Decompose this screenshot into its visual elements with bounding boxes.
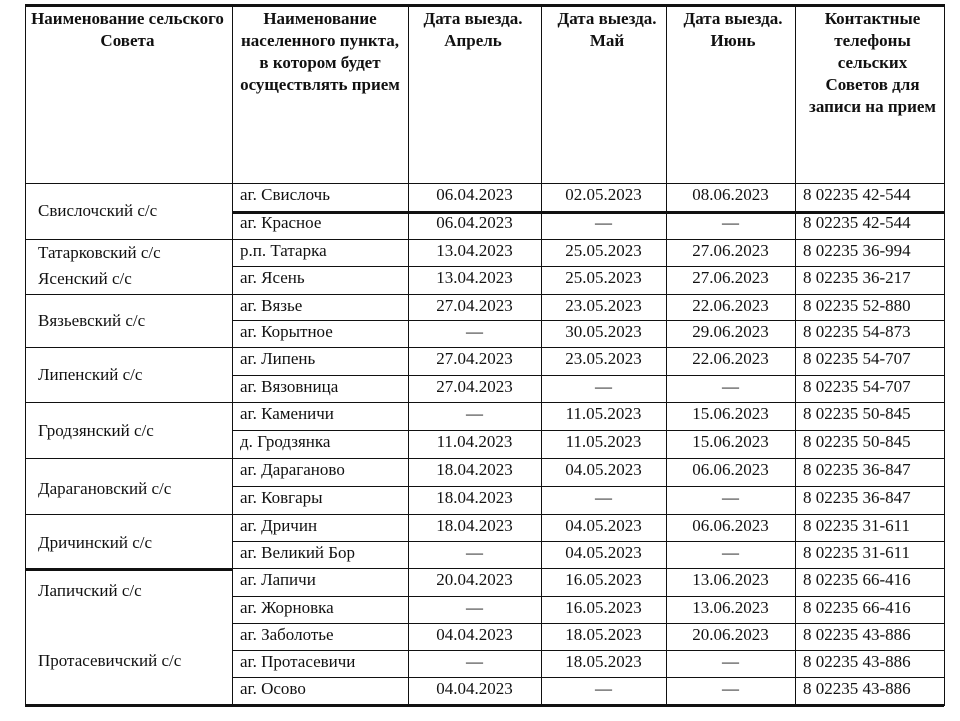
cell-may: 25.05.2023: [565, 268, 642, 287]
cell-april: —: [466, 404, 483, 423]
cell-april: 04.04.2023: [436, 679, 513, 698]
cell-phone: 8 02235 36-217: [803, 268, 911, 287]
cell-april: 06.04.2023: [436, 213, 513, 232]
table-rule: [232, 568, 944, 569]
cell-settlement: аг. Жорновка: [240, 598, 334, 617]
cell-april: 13.04.2023: [436, 268, 513, 287]
table-rule: [232, 239, 944, 240]
table-rule: [25, 347, 232, 348]
table-rule: [232, 375, 944, 376]
cell-phone: 8 02235 50-845: [803, 432, 911, 451]
council-name: Свислочский с/с: [38, 201, 158, 220]
table-rule: [232, 596, 944, 597]
cell-settlement: аг. Ковгары: [240, 488, 323, 507]
cell-april: —: [466, 598, 483, 617]
council-name: Ясенский с/с: [38, 269, 132, 288]
cell-april: 27.04.2023: [436, 296, 513, 315]
cell-june: 15.06.2023: [692, 404, 769, 423]
cell-settlement: аг. Красное: [240, 213, 322, 232]
table-rule: [232, 266, 944, 267]
cell-may: 18.05.2023: [565, 652, 642, 671]
table-rule: [25, 514, 232, 515]
cell-settlement: аг. Осово: [240, 679, 306, 698]
table-rule: [232, 677, 944, 678]
cell-june: 13.06.2023: [692, 570, 769, 589]
cell-phone: 8 02235 66-416: [803, 598, 911, 617]
cell-settlement: аг. Дричин: [240, 516, 318, 535]
cell-phone: 8 02235 43-886: [803, 679, 911, 698]
cell-june: —: [722, 488, 739, 507]
cell-may: 11.05.2023: [565, 432, 642, 451]
table-rule: [232, 402, 944, 403]
table-rule: [232, 458, 944, 459]
cell-settlement: аг. Ясень: [240, 268, 305, 287]
table-rule: [25, 568, 232, 571]
cell-may: 18.05.2023: [565, 625, 642, 644]
table-rule: [25, 239, 232, 240]
table-rule: [232, 347, 944, 348]
cell-phone: 8 02235 50-845: [803, 404, 911, 423]
cell-may: 02.05.2023: [565, 185, 642, 204]
cell-phone: 8 02235 54-873: [803, 322, 911, 341]
cell-phone: 8 02235 36-847: [803, 460, 911, 479]
cell-may: —: [595, 488, 612, 507]
cell-may: 04.05.2023: [565, 543, 642, 562]
header-council: Наименование сельского Совета: [31, 9, 224, 50]
table-rule: [232, 294, 944, 295]
table-rule: [232, 320, 944, 321]
cell-april: 04.04.2023: [436, 625, 513, 644]
cell-settlement: аг. Корытное: [240, 322, 333, 341]
cell-april: 18.04.2023: [436, 460, 513, 479]
cell-settlement: аг. Великий Бор: [240, 543, 356, 562]
cell-june: —: [722, 543, 739, 562]
council-name: Вязьевский с/с: [38, 311, 146, 330]
cell-june: 29.06.2023: [692, 322, 769, 341]
cell-april: 27.04.2023: [436, 349, 513, 368]
cell-phone: 8 02235 43-886: [803, 652, 911, 671]
cell-april: —: [466, 652, 483, 671]
header-april: Дата выезда. Апрель: [423, 9, 523, 50]
cell-may: —: [595, 679, 612, 698]
cell-phone: 8 02235 54-707: [803, 349, 911, 368]
council-name: Липенский с/с: [38, 365, 143, 384]
table-rule: [25, 4, 26, 706]
table-rule: [232, 541, 944, 542]
cell-may: 04.05.2023: [565, 516, 642, 535]
cell-may: 30.05.2023: [565, 322, 642, 341]
table-rule: [25, 294, 232, 295]
cell-april: —: [466, 322, 483, 341]
cell-phone: 8 02235 31-611: [803, 543, 911, 562]
cell-june: —: [722, 679, 739, 698]
council-name: Лапичский с/с: [38, 581, 142, 600]
cell-april: 13.04.2023: [436, 241, 513, 260]
cell-april: —: [466, 543, 483, 562]
table-rule: [232, 623, 944, 624]
council-name: Протасевичский с/с: [38, 651, 182, 670]
cell-april: 06.04.2023: [436, 185, 513, 204]
cell-phone: 8 02235 36-847: [803, 488, 911, 507]
council-name: Дричинский с/с: [38, 533, 153, 552]
cell-may: 25.05.2023: [565, 241, 642, 260]
cell-june: 27.06.2023: [692, 268, 769, 287]
cell-june: 20.06.2023: [692, 625, 769, 644]
cell-phone: 8 02235 43-886: [803, 625, 911, 644]
table-rule: [25, 4, 944, 7]
cell-settlement: аг. Лапичи: [240, 570, 316, 589]
cell-settlement: аг. Дараганово: [240, 460, 345, 479]
cell-settlement: аг. Протасевичи: [240, 652, 356, 671]
cell-phone: 8 02235 52-880: [803, 296, 911, 315]
cell-settlement: аг. Вязье: [240, 296, 303, 315]
cell-phone: 8 02235 54-707: [803, 377, 911, 396]
table-rule: [232, 4, 233, 704]
cell-june: —: [722, 377, 739, 396]
cell-june: —: [722, 213, 739, 232]
cell-settlement: д. Гродзянка: [240, 432, 331, 451]
cell-phone: 8 02235 42-544: [803, 213, 911, 232]
cell-june: 13.06.2023: [692, 598, 769, 617]
cell-june: —: [722, 652, 739, 671]
cell-april: 20.04.2023: [436, 570, 513, 589]
cell-may: 16.05.2023: [565, 570, 642, 589]
cell-may: 11.05.2023: [565, 404, 642, 423]
cell-april: 27.04.2023: [436, 377, 513, 396]
cell-may: —: [595, 377, 612, 396]
table-rule: [25, 704, 944, 707]
table-rule: [25, 183, 944, 184]
cell-june: 22.06.2023: [692, 349, 769, 368]
cell-june: 08.06.2023: [692, 185, 769, 204]
cell-phone: 8 02235 66-416: [803, 570, 911, 589]
table-rule: [232, 514, 944, 515]
table-rule: [795, 4, 796, 704]
cell-phone: 8 02235 31-611: [803, 516, 911, 535]
council-name: Дараганoвский с/с: [38, 479, 172, 498]
cell-june: 15.06.2023: [692, 432, 769, 451]
cell-settlement: аг. Свислочь: [240, 185, 330, 204]
table-rule: [232, 430, 944, 431]
cell-june: 06.06.2023: [692, 516, 769, 535]
cell-april: 18.04.2023: [436, 516, 513, 535]
cell-april: 11.04.2023: [436, 432, 513, 451]
cell-april: 18.04.2023: [436, 488, 513, 507]
cell-settlement: аг. Вязовница: [240, 377, 339, 396]
cell-settlement: р.п. Татарка: [240, 241, 327, 260]
header-june: Дата выезда. Июнь: [683, 9, 783, 50]
cell-may: 04.05.2023: [565, 460, 642, 479]
table-rule: [232, 486, 944, 487]
cell-may: —: [595, 213, 612, 232]
cell-june: 06.06.2023: [692, 460, 769, 479]
header-may: Дата выезда. Май: [557, 9, 657, 50]
council-name: Татарковский с/с: [38, 243, 161, 262]
cell-settlement: аг. Каменичи: [240, 404, 334, 423]
cell-may: 16.05.2023: [565, 598, 642, 617]
table-rule: [25, 402, 232, 403]
cell-may: 23.05.2023: [565, 296, 642, 315]
header-phones: Контактные телефоны сельских Советов для записи на прием: [808, 9, 936, 116]
cell-settlement: аг. Липень: [240, 349, 316, 368]
cell-june: 27.06.2023: [692, 241, 769, 260]
table-rule: [25, 458, 232, 459]
cell-phone: 8 02235 42-544: [803, 185, 911, 204]
council-name: Гродзянский с/с: [38, 421, 154, 440]
cell-settlement: аг. Заболотье: [240, 625, 334, 644]
cell-june: 22.06.2023: [692, 296, 769, 315]
cell-phone: 8 02235 36-994: [803, 241, 911, 260]
table-rule: [944, 4, 945, 706]
table-rule: [232, 650, 944, 651]
cell-may: 23.05.2023: [565, 349, 642, 368]
header-settlement: Наименование населенного пункта, в котором будет осуществлять прием: [240, 9, 400, 94]
